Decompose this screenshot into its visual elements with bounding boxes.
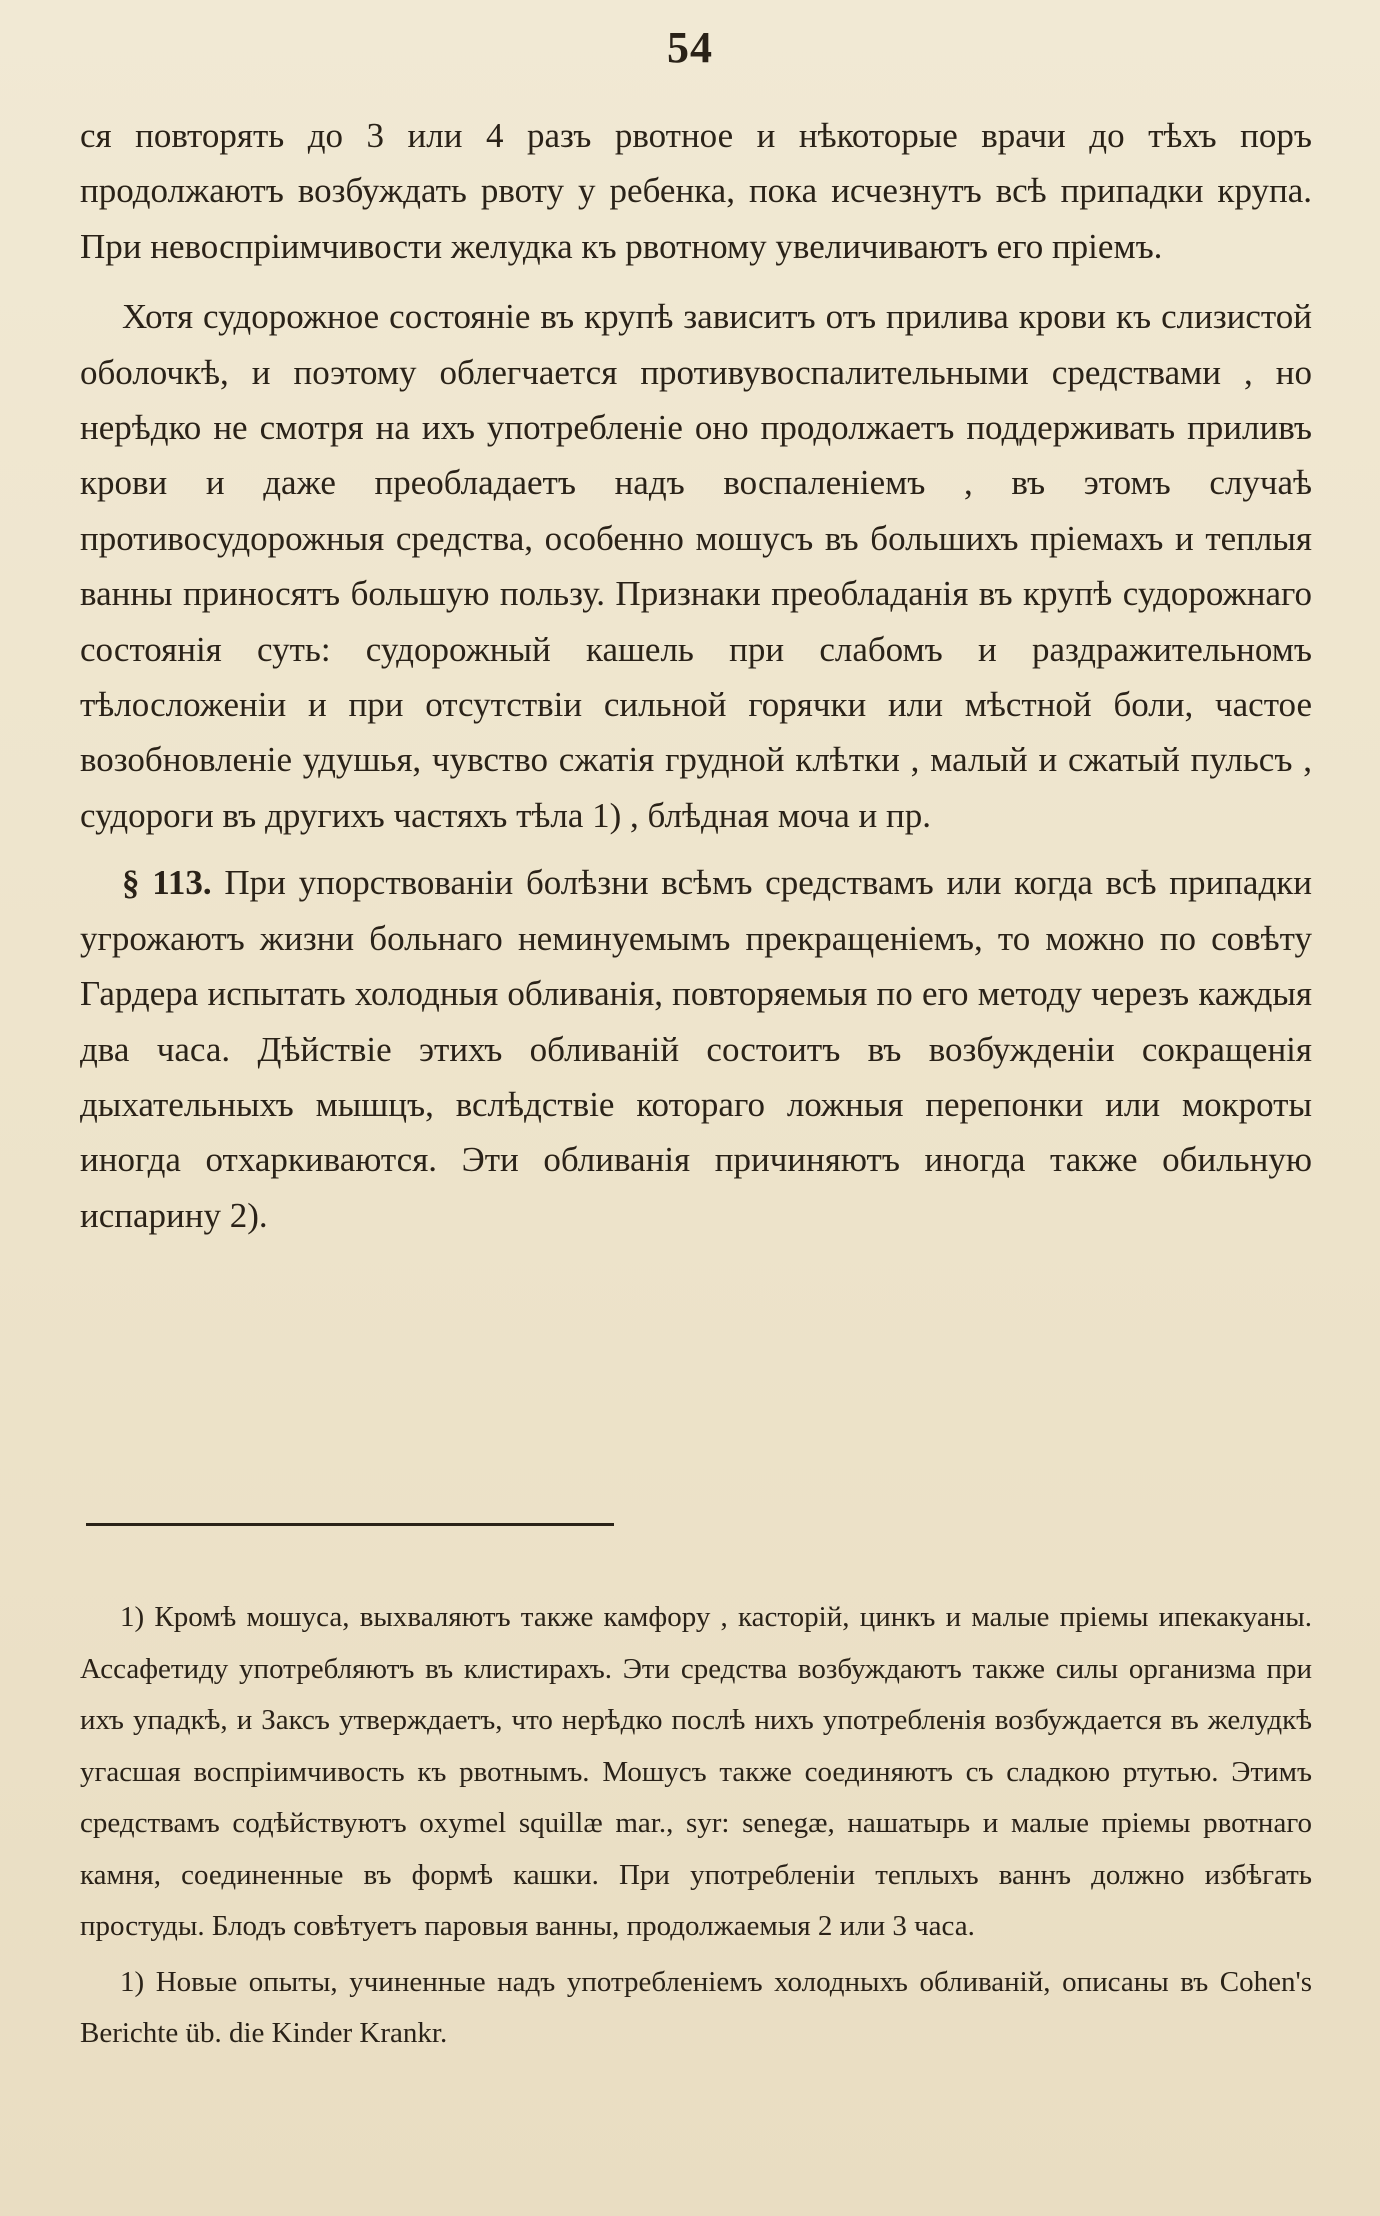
page-number: 54 xyxy=(667,23,713,72)
paragraph-continuation: ся повторять до 3 или 4 разъ рвотное и нѣкоторые врачи до тѣхъ поръ продолжаютъ возбуждать рвоту у ребенка, пока исчезнутъ всѣ припадки крупа. При невоспріимчивости желудка къ рвотному увеличиваютъ его пріемъ. xyxy=(80,116,1312,266)
section-113-text: При упорствованіи болѣзни всѣмъ средствамъ или когда всѣ припадки угрожаютъ жизни больнаго неминуемымъ прекращеніемъ, то можно по совѣту Гардера испытать холодныя обливанія, повторяемыя по его методу черезъ каждыя два часа. Дѣйствіе этихъ обливаній состоитъ въ возбужденіи сокращенія дыхательныхъ мышцъ, вслѣдствіе котораго ложныя перепонки или мокроты иногда отхаркиваются. Эти обливанія причиняютъ иногда также обильную испарину 2). xyxy=(80,863,1312,1235)
footnotes xyxy=(80,1592,1312,2060)
footnote-2: 1) Новые опыты, учиненные надъ употребленіемъ холодныхъ обливаній, описаны въ Cohen's Berichte üb. die Kinder Krankr. xyxy=(80,1965,1312,2049)
paragraph-section-113 xyxy=(80,855,1312,1243)
paragraph-spasmodic-state: Хотя судорожное состояніе въ крупѣ зависитъ отъ прилива крови къ слизистой оболочкѣ, и поэтому облегчается противувоспалительными средствами , но нерѣдко не смотря на ихъ употребленіе оно продолжаетъ поддерживать приливъ крови и даже преобладаетъ надъ воспаленіемъ , въ этомъ случаѣ противосудорожныя средства, особенно мошусъ въ большихъ пріемахъ и теплыя ванны приносятъ большую пользу. Признаки преобладанія въ крупѣ судорожнаго состоянія суть: судорожный кашель при слабомъ и раздражительномъ тѣлосложеніи и при отсутствіи сильной горячки или мѣстной боли, частое возобновленіе удушья, чувство сжатія грудной клѣтки , малый и сжатый пульсъ , судороги въ другихъ частяхъ тѣла 1) , блѣдная моча и пр. xyxy=(80,297,1312,835)
main-text xyxy=(80,108,1312,1243)
section-number: § 113. xyxy=(122,863,212,903)
footnote-separator xyxy=(86,1523,614,1526)
footnote-1: 1) Кромѣ мошуса, выхваляютъ также камфору , касторій, цинкъ и малые пріемы ипекакуаны. Ассафетиду употребляютъ въ клистирахъ. Эти средства возбуждаютъ также силы организма при ихъ упадкѣ, и Заксъ утверждаетъ, что нерѣдко послѣ нихъ употребленія возбуждается въ желудкѣ угасшая воспріимчивость къ рвотнымъ. Мошусъ также соединяютъ съ сладкою ртутью. Этимъ средствамъ содѣйствуютъ oxymel squillæ mar., syr: senegæ, нашатырь и малые пріемы рвотнаго камня, соединенные въ формѣ кашки. При употребленіи теплыхъ ваннъ должно избѣгать простуды. Блодъ совѣтуетъ паровыя ванны, продолжаемыя 2 или 3 часа. xyxy=(80,1601,1312,1942)
